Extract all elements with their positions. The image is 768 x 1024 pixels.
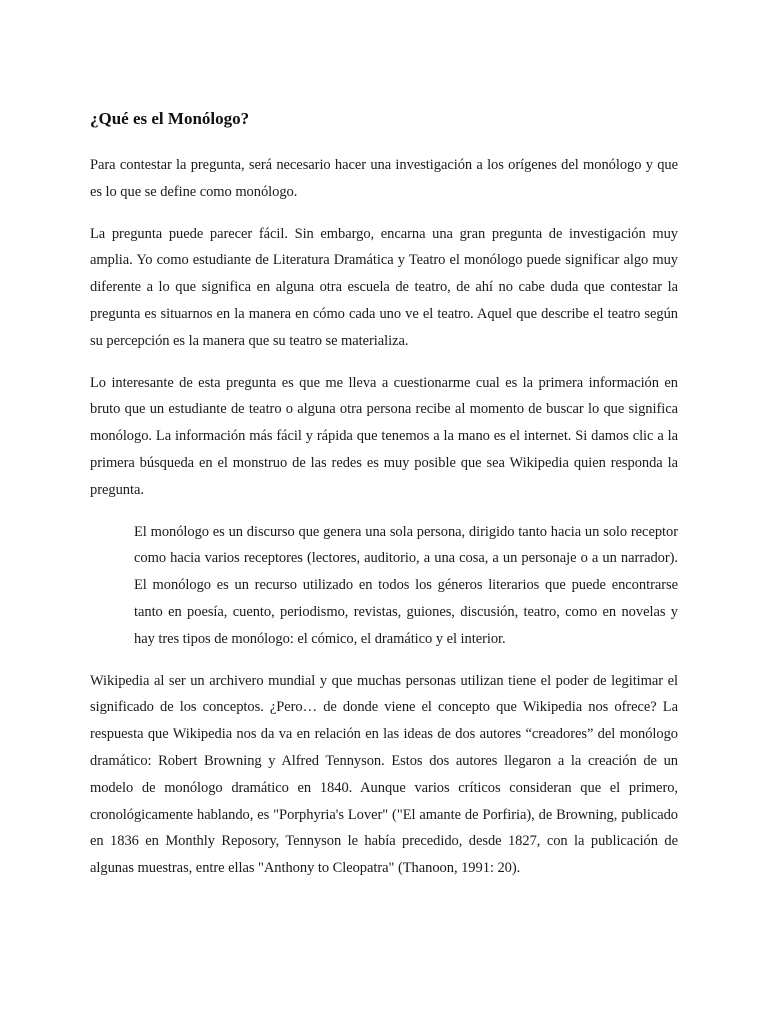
document-title: ¿Qué es el Monólogo? bbox=[90, 109, 250, 128]
paragraph-wikipedia: Wikipedia al ser un archivero mundial y que muchas personas utilizan tiene el poder de legitimar el significado de los conceptos. ¿Pero… de donde viene el concepto que Wikipedia nos ofrece? La respuesta que Wikipedia nos da va en relación en las ideas de dos autores “creadores” del monólogo dramático: Robert Browning y Alfred Tennyson. Estos dos autores llegaron a la creación de un modelo de monólogo dramático en 1840. Aunque varios críticos consideran que el primero, cronológicamente hablando, es "Porphyria's Lover" ("El amante de Porfiria), de Browning, publicado en 1836 en Monthly Reposory, Tennyson le había precedido, desde 1827, con la publicación de algunas muestras, entre ellas "Anthony to Cleopatra" (Thanoon, 1991: 20). bbox=[90, 672, 678, 877]
document-page bbox=[90, 106, 678, 897]
wikipedia-quote: El monólogo es un discurso que genera una sola persona, dirigido tanto hacia un solo receptor como hacia varios receptores (lectores, auditorio, a una cosa, a un personaje o a un narrador). El monólogo es un recurso utilizado en todos los géneros literarios que puede encontrarse tanto en poesía, cuento, periodismo, revistas, guiones, discusión, teatro, como en novelas y hay tres tipos de monólogo: el cómico, el dramático y el interior. bbox=[134, 523, 678, 647]
paragraph-intro: Para contestar la pregunta, será necesario hacer una investigación a los orígenes del monólogo y que es lo que se define como monólogo. bbox=[90, 157, 678, 200]
paragraph-question: La pregunta puede parecer fácil. Sin embargo, encarna una gran pregunta de investigación muy amplia. Yo como estudiante de Literatura Dramática y Teatro el monólogo puede significar algo muy diferente a lo que significa en alguna otra escuela de teatro, de ahí no cabe duda que contestar la pregunta es situarnos en la manera en cómo cada uno ve el teatro. Aquel que describe el teatro según su percepción es la manera que su teatro se materializa. bbox=[90, 225, 678, 349]
paragraph-internet: Lo interesante de esta pregunta es que me lleva a cuestionarme cual es la primera información en bruto que un estudiante de teatro o alguna otra persona recibe al momento de buscar lo que significa monólogo. La información más fácil y rápida que tenemos a la mano es el internet. Si damos clic a la primera búsqueda en el monstruo de las redes es muy posible que sea Wikipedia quien responda la pregunta. bbox=[90, 374, 678, 498]
